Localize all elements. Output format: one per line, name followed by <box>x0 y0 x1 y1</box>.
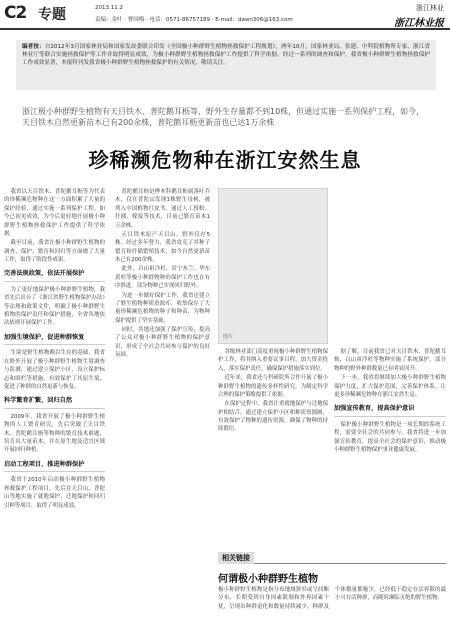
column-3 <box>218 348 328 553</box>
photo-label: 图片 <box>223 334 234 340</box>
paragraph: 保护极小种群野生植物是一项长期的系统工程，需要全社会的共同参与。我省将进一步加强宣传教育，提高全社会的保护意识，推动极小种群野生植物保护事业健康发展。 <box>334 421 446 453</box>
paragraph: 据了解，目前我省已对天目铁木、普陀鹅耳枥、百山祖冷杉等物种实施了系统保护，部分物种的野外种群数量已有明显回升。 <box>334 349 446 372</box>
related-link-tag: 相关链接 <box>218 552 254 564</box>
paragraph: 我省以天目铁木、普陀鹅耳枥等为代表的珍稀濒危物种在这一方面积累了大量的保护经验，通过实施一系列保护工程，如今已初见成效，为今后更好地开展极小种群野生植物拯救保护工作提供了科学依据。 <box>4 189 105 237</box>
paragraph: 在保护过程中，我省注重就地保护与迁地保护相结合，通过建立保护小区和种质资源圃，有效保护了物种的遗传资源，确保了物种的持续繁衍。 <box>218 401 328 433</box>
paper-name: 浙江林业 <box>416 4 444 12</box>
paragraph: 截至目前，我省在极小种群野生植物的调查、保护、繁育和回归等方面做了大量工作，取得了阶段性成果。 <box>4 240 105 263</box>
paragraph: 下一步，我省将继续加大极小种群野生植物保护力度，扩大保护范围，完善保护体系，让更多珍稀濒危物种在浙江安然生息。 <box>334 375 446 398</box>
paragraph: 我省于2010年启动极小种群野生植物拯救保护工程项目，先后在天目山、普陀山等地实施了就地保护、迁地保护和回归引种等项目，取得了明显成效。 <box>4 477 105 509</box>
editor-note-label: 编者按： <box>22 44 45 50</box>
editor-note-text: 自2012年3月国家林业局和国家发改委联合印发《全国极小种群野生植物拯救保护工程规划》，两年10月，国家林业局、张建、中科院植物所专家、浙江省林业厅等联合实施拯救保护等工作并取得明显成效，为极小种群野生植物拯救保护工作提供了科学依据。经过一系列的调查和保护，我省极小种群野生植物拯救保护工作成效显著，本报特刊发我省极小种群野生植物拯救保护的有关情况，敬请关注。 <box>22 44 430 67</box>
article-body <box>4 188 448 640</box>
section-number: C2 <box>4 3 27 23</box>
paragraph: 生境是野生植物赖以生存的基础，我省在野外开展了极小种群野生植物生境调查与监测，通过建立保护小区、设立保护标志和围栏等措施，有效保护了其原生境，促进了种群的自然更新与恢复。 <box>4 350 105 390</box>
section-heading: 启动工程项目，推进种群保护 <box>4 460 105 473</box>
section-heading: 加强生境保护，促进种群恢复 <box>4 333 105 346</box>
related-title: 何谓极小种群野生植物 <box>218 574 318 585</box>
issue-date: 2013.11.2 <box>95 5 123 11</box>
editor-note <box>16 40 436 90</box>
article-headline: 珍稀濒危物种在浙江安然生息 <box>88 148 362 172</box>
related-text: 极小种群野生植物是指分布地域狭窄或呈间断分布、长期受到自身因素限制和外界因素干扰，呈现出种群退化和数量持续减少，种群及个体数量都极少，已经低于稳定存活界限的最小可存活种群，而随时濒临灭绝的野生植物。 <box>218 587 446 610</box>
paragraph: 为进一步做好保护工作，我省还建立了野生植物种质资源库，收集保存了大量珍稀濒危植物的种子和种苗，为物种保护提供了坚实基础。 <box>115 292 210 324</box>
section-heading: 科学繁育扩繁，回归自然 <box>4 396 105 409</box>
section-name: 专题 <box>38 7 66 23</box>
paragraph: 同时，各地还加强了保护宣传，提高了公众对极小种群野生植物的保护意识，形成了全社会共同参与保护的良好氛围。 <box>115 327 210 359</box>
column-2 <box>115 188 210 640</box>
masthead <box>0 0 450 30</box>
paragraph: 2009年，我省开展了极小种群野生植物的人工繁育研究，先后突破了天目铁木、普陀鹅耳枥等物种的繁育技术难题，培育出大量苗木，并在原生地及适宜区域开展回归种植。 <box>4 413 105 454</box>
column-4 <box>334 348 446 553</box>
column-1 <box>4 188 105 640</box>
paragraph: 天目铁木原产天目山，野外仅存5株。经过多年努力，我省攻克了其种子繁育和扦插繁殖技术，如今自然更新苗木已有200余株。 <box>115 231 210 263</box>
paragraph: 各级林业部门高度重视极小种群野生植物保护工作，将其纳入重要议事日程，加大资金投入，落实保护责任，确保保护措施落实到位。 <box>218 349 328 372</box>
article-subtitle: 浙江极小种群野生植物有天目铁木、普陀鹅耳枥等，野外生存量都不到10株，但通过实施一系列保护工程，如今，天目铁木自然更新苗木已有200余株，普陀鹅耳枥更新苗也已达1万余株 <box>22 107 425 127</box>
article-photo <box>218 188 328 344</box>
paragraph: 为了更好地保护极小种群野生植物，我省先后出台了《浙江省野生植物保护办法》等法规和政策文件，明确了极小种群野生植物的保护责任和保护措施，全省各地依法依规开展保护工作。 <box>4 286 105 327</box>
paragraph: 近年来，我省还与科研院所合作开展了极小种群野生植物的遗传多样性研究，为制定科学合理的保护策略提供了依据。 <box>218 375 328 398</box>
paper-logo: 浙江林业报 <box>394 18 444 29</box>
related-link-bar <box>218 550 446 564</box>
editor-info: 责编：金叶 · 曹国梅 · 电话：0571-86757189 · E-mail：dawn306@163.com <box>95 17 293 23</box>
paragraph: 此外，百山祖冷杉、景宁木兰、华东黄杉等极小种群物种的保护工作也在有序推进，部分物种已实现回归野外。 <box>115 266 210 290</box>
paragraph: 普陀鹅耳枥是桦木科鹅耳枥属落叶乔木，仅在普陀山发现1株野生母树，被列入中国植物红皮书。通过人工授粉、扦插、嫁接等技术，目前已繁育苗木1万余株。 <box>115 189 210 229</box>
section-heading: 完善法规政策，依法开展保护 <box>4 269 105 282</box>
section-heading: 加强宣传教育，提高保护意识 <box>334 404 446 417</box>
